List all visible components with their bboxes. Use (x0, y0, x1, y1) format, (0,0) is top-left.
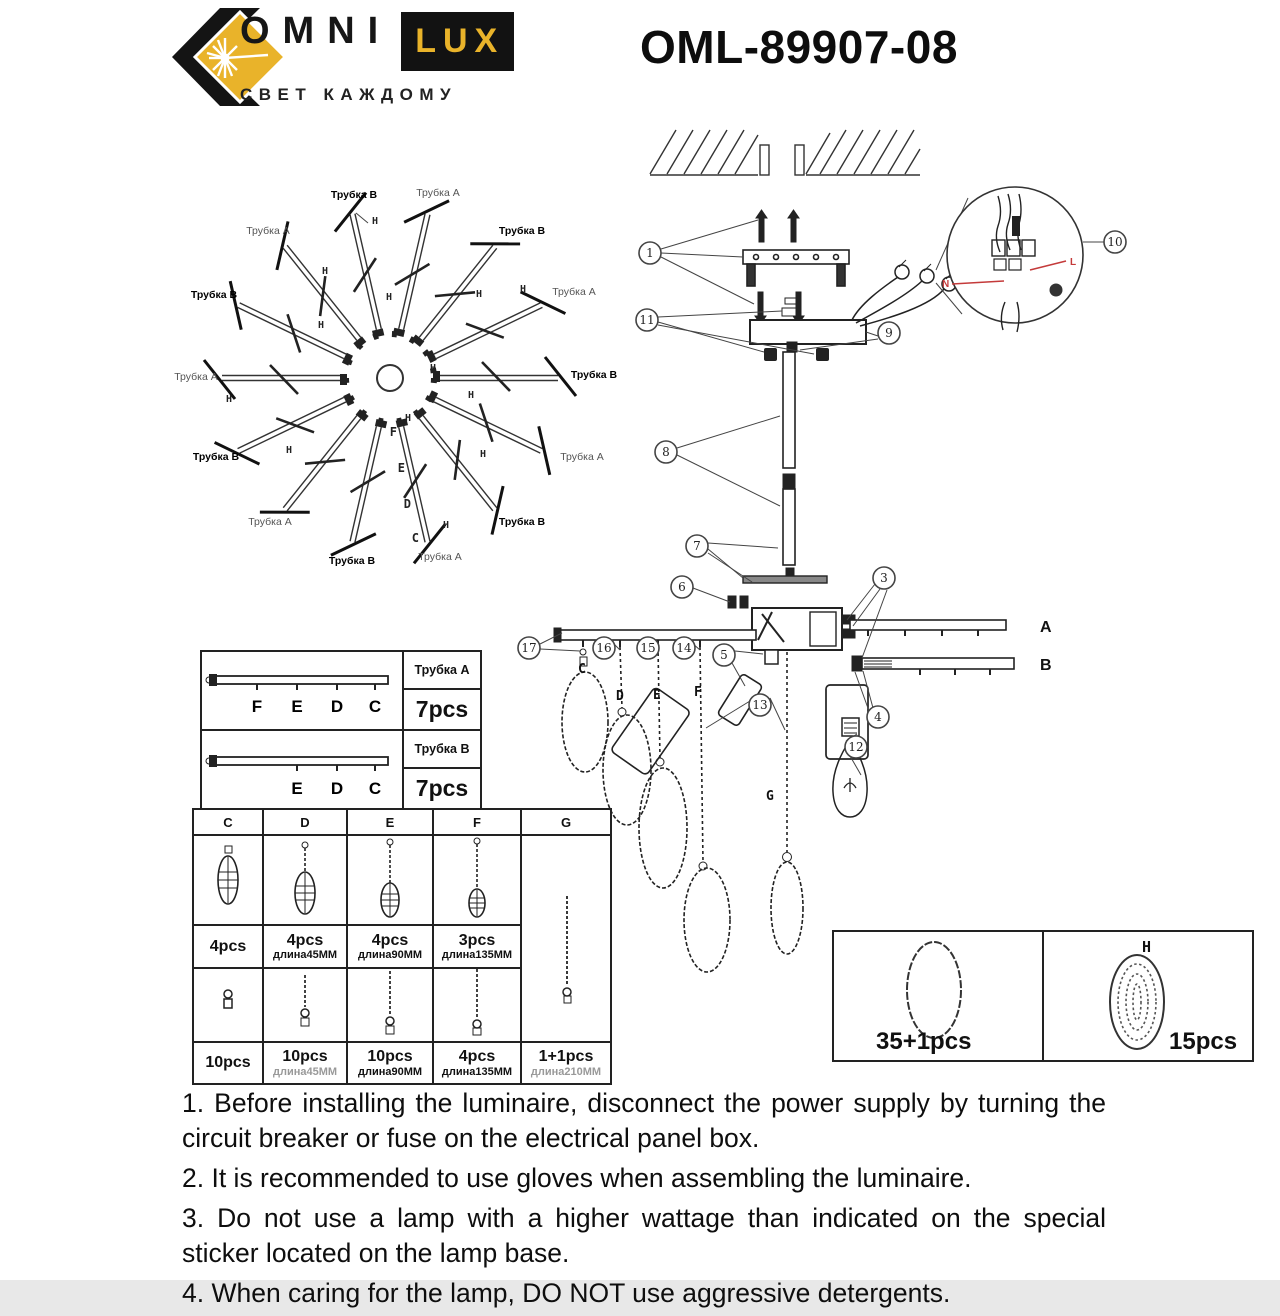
svg-text:H: H (286, 445, 293, 456)
callout-7 (686, 535, 708, 557)
supply-wires (852, 260, 956, 326)
plain-oval-cell (834, 932, 1042, 1060)
callout-8 (655, 441, 677, 463)
callout-10 (1104, 231, 1126, 253)
svg-text:H: H (318, 320, 325, 331)
svg-text:H: H (430, 363, 437, 374)
instructions-list (182, 1086, 1106, 1316)
strand-g-label: G (766, 789, 774, 804)
callout-12 (845, 736, 867, 758)
tube-a-label: Трубка A (174, 371, 218, 383)
svg-text:H: H (386, 292, 393, 303)
tube-b-label: Трубка B (190, 289, 238, 301)
callout-1 (639, 242, 661, 264)
brand-lux-box: LUX (401, 12, 514, 71)
svg-text:H: H (226, 394, 233, 405)
qty-c2: 10pcs (193, 1042, 263, 1084)
tube-a-label: Трубка A (416, 187, 460, 199)
svg-text:H: H (476, 289, 483, 300)
wiring-magnifier (936, 187, 1104, 332)
callout-9 (878, 322, 900, 344)
arm-a-label: A (1040, 619, 1052, 636)
qty-g: 1+1pcs длина210MM (521, 1042, 611, 1084)
callout-3 (873, 567, 895, 589)
parts-table (192, 808, 612, 1085)
pic-c2 (193, 968, 263, 1042)
tube-b-label: Трубка B (328, 555, 376, 567)
tube-b-label: Трубка B (570, 369, 618, 381)
qty-f2: 4pcs длина135MM (433, 1042, 521, 1084)
svg-text:14: 14 (676, 641, 692, 655)
col-d: D (263, 809, 347, 835)
callout-13 (749, 694, 771, 716)
instruction-3: 3. Do not use a lamp with a higher wattage than indicated on the special sticker located on the lamp base. (182, 1202, 1106, 1268)
svg-text:H: H (520, 284, 527, 295)
svg-text:4: 4 (874, 710, 882, 724)
wire-n-label: N (942, 279, 950, 290)
instruction-2: 2. It is recommended to use gloves when assembling the luminaire. (182, 1162, 972, 1193)
oval-crystals-table (832, 930, 1254, 1062)
svg-text:16: 16 (596, 641, 612, 655)
svg-text:C: C (368, 779, 382, 798)
svg-text:15: 15 (640, 641, 656, 655)
tube-row-b (202, 731, 480, 808)
qty-d2: 10pcs длина45MM (263, 1042, 347, 1084)
svg-text:H: H (468, 390, 475, 401)
callout-14 (673, 637, 695, 659)
col-f: F (433, 809, 521, 835)
qty-c1: 4pcs (193, 925, 263, 968)
col-e: E (347, 809, 433, 835)
beaded-oval-cell (1042, 932, 1252, 1060)
svg-text:8: 8 (662, 445, 670, 459)
instruction-4: 4. When caring for the lamp, DO NOT use aggressive detergents. (182, 1277, 951, 1308)
svg-text:D: D (330, 779, 344, 798)
plain-oval-qty: 35+1pcs (876, 1028, 972, 1055)
beaded-oval-label: H (1142, 938, 1152, 956)
pendant-letter-d: D (403, 497, 411, 511)
callout-17 (518, 637, 540, 659)
tube-b-drawing (202, 731, 402, 808)
svg-text:C: C (368, 697, 382, 716)
tube-row-a (202, 652, 480, 731)
tube-b-label: Трубка B (330, 189, 378, 201)
svg-text:H: H (480, 449, 487, 460)
tube-a-label: Трубка A (418, 551, 462, 563)
assembly-diagram (500, 120, 1280, 980)
svg-text:E: E (291, 779, 303, 798)
svg-text:F: F (251, 697, 263, 716)
tube-a-label: Трубка A (246, 225, 290, 237)
svg-text:5: 5 (720, 648, 728, 662)
brand-block (240, 12, 514, 105)
svg-text:13: 13 (752, 698, 768, 712)
svg-text:9: 9 (885, 326, 893, 340)
instruction-1: 1. Before installing the luminaire, disconnect the power supply by turning the circuit breaker or fuse on the electrical panel box. (182, 1088, 1106, 1153)
pic-c1 (193, 835, 263, 925)
qty-e2: 10pcs длина90MM (347, 1042, 433, 1084)
svg-text:1: 1 (646, 246, 654, 260)
svg-text:10: 10 (1107, 235, 1123, 249)
svg-text:17: 17 (521, 641, 537, 655)
strand-f-label: F (694, 685, 702, 700)
col-c: C (193, 809, 263, 835)
pic-g (521, 835, 611, 1042)
model-number: OML-89907-08 (640, 21, 958, 73)
brand-tagline: СВЕТ КАЖДОМУ (240, 85, 458, 104)
svg-text:E: E (291, 697, 303, 716)
tube-a-drawing (202, 652, 402, 729)
svg-text:D: D (330, 697, 344, 716)
pic-d1 (263, 835, 347, 925)
svg-text:3: 3 (880, 571, 888, 585)
svg-text:11: 11 (639, 313, 655, 327)
callout-11 (636, 309, 658, 331)
callout-15 (637, 637, 659, 659)
callout-5 (713, 644, 735, 666)
qty-f1: 3pcs длина135MM (433, 925, 521, 968)
tube-b-label: Трубка B (192, 451, 240, 463)
pendant-letter-c: C (411, 531, 419, 545)
callout-4 (867, 706, 889, 728)
brand-omni: OMNI (240, 10, 392, 52)
ceiling-hatch (650, 130, 920, 175)
tube-a-qty: 7pcs (415, 696, 469, 722)
svg-text:7: 7 (693, 539, 701, 553)
svg-text:12: 12 (848, 740, 864, 754)
strand-d-label: D (616, 689, 624, 704)
col-g: G (521, 809, 611, 835)
svg-text:H: H (322, 266, 329, 277)
strand-e-label: E (653, 688, 661, 703)
pendant-letter-e: E (397, 461, 405, 475)
arm-b-label: B (1040, 657, 1052, 674)
pic-d2 (263, 968, 347, 1042)
tube-table (200, 650, 482, 810)
strand-c-label: C (578, 662, 586, 677)
arm-b (852, 656, 1014, 675)
tube-b-name: Трубка B (404, 731, 480, 769)
tube-a-name: Трубка A (404, 652, 480, 690)
hub-center (377, 365, 403, 391)
pic-e1 (347, 835, 433, 925)
qty-e1: 4pcs длина90MM (347, 925, 433, 968)
callout-16 (593, 637, 615, 659)
mounting-bracket (743, 250, 849, 286)
svg-text:H: H (443, 520, 450, 531)
callout-6 (671, 576, 693, 598)
tube-b-label: Трубка B (498, 516, 546, 528)
canopy (750, 320, 866, 344)
tube-b-qty: 7pcs (415, 775, 469, 801)
pic-f1 (433, 835, 521, 925)
tube-b-label: Трубка B (498, 225, 546, 237)
svg-text:6: 6 (678, 580, 686, 594)
svg-text:H: H (405, 413, 412, 424)
pendant-letter-f: F (389, 425, 397, 439)
qty-d1: 4pcs длина45MM (263, 925, 347, 968)
tube-a-label: Трубка A (560, 451, 604, 463)
bracket-screws (755, 210, 804, 324)
pic-e2 (347, 968, 433, 1042)
wire-l-label: L (1070, 257, 1077, 268)
beaded-oval-qty: 15pcs (1169, 1028, 1238, 1055)
central-body (728, 596, 855, 650)
tube-a-label: Трубка A (248, 516, 292, 528)
tube-a-label: Трубка A (552, 286, 596, 298)
svg-text:H: H (372, 216, 379, 227)
pic-f2 (433, 968, 521, 1042)
